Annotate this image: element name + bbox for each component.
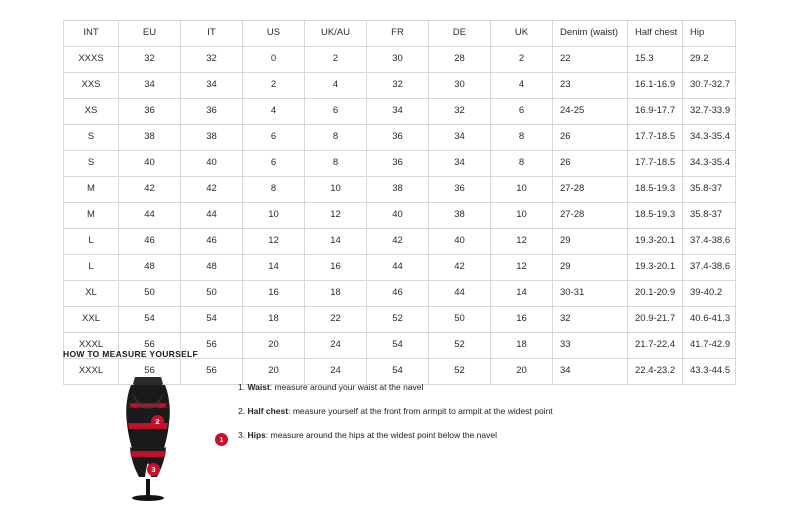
cell-it: 48 — [181, 255, 243, 281]
cell-eu: 34 — [119, 73, 181, 99]
table-header — [64, 21, 736, 47]
marker-1-waist: 1 — [215, 433, 228, 446]
cell-half-chest: 17.7-18.5 — [628, 125, 683, 151]
cell-int: L — [64, 255, 119, 281]
cell-int: XXL — [64, 307, 119, 333]
step-number-3: 3. — [238, 430, 246, 441]
cell-int: XS — [64, 99, 119, 125]
cell-us: 8 — [243, 177, 305, 203]
table-row — [64, 229, 736, 255]
cell-half-chest: 19.3-20.1 — [628, 229, 683, 255]
table-body — [64, 47, 736, 385]
cell-uk-au: 10 — [305, 177, 367, 203]
cell-de: 52 — [429, 359, 491, 385]
cell-half-chest: 20.9-21.7 — [628, 307, 683, 333]
cell-half-chest: 17.7-18.5 — [628, 151, 683, 177]
cell-eu: 44 — [119, 203, 181, 229]
cell-it: 56 — [181, 359, 243, 385]
cell-de: 44 — [429, 281, 491, 307]
cell-int: XXS — [64, 73, 119, 99]
cell-eu: 56 — [119, 333, 181, 359]
cell-it: 46 — [181, 229, 243, 255]
cell-hip: 37.4-38.6 — [683, 229, 736, 255]
table-row — [64, 73, 736, 99]
cell-int: XL — [64, 281, 119, 307]
table-row — [64, 281, 736, 307]
cell-fr: 34 — [367, 99, 429, 125]
cell-it: 42 — [181, 177, 243, 203]
cell-hip: 30.7-32.7 — [683, 73, 736, 99]
column-header-fr: FR — [367, 21, 429, 47]
cell-fr: 36 — [367, 125, 429, 151]
cell-eu: 32 — [119, 47, 181, 73]
step-text-half-chest: : measure yourself at the front from armpit to armpit at the widest point — [288, 406, 553, 417]
cell-de: 40 — [429, 229, 491, 255]
cell-uk: 8 — [491, 125, 553, 151]
cell-eu: 46 — [119, 229, 181, 255]
cell-int: XXXL — [64, 333, 119, 359]
cell-us: 16 — [243, 281, 305, 307]
cell-it: 40 — [181, 151, 243, 177]
step-text-waist: : measure around your waist at the navel — [269, 382, 424, 392]
column-header-half-chest: Half chest — [628, 21, 683, 47]
cell-denim-waist: 32 — [553, 307, 628, 333]
cell-uk: 16 — [491, 307, 553, 333]
cell-us: 20 — [243, 359, 305, 385]
cell-denim-waist: 24-25 — [553, 99, 628, 125]
cell-int: M — [64, 203, 119, 229]
cell-half-chest: 16.1-16.9 — [628, 73, 683, 99]
cell-denim-waist: 29 — [553, 229, 628, 255]
measurement-step-waist — [238, 382, 735, 392]
table-row — [64, 99, 736, 125]
cell-half-chest: 18.5-19.3 — [628, 177, 683, 203]
step-number-2: 2. — [238, 406, 246, 417]
cell-eu: 38 — [119, 125, 181, 151]
column-header-it: IT — [181, 21, 243, 47]
column-header-eu: EU — [119, 21, 181, 47]
cell-fr: 30 — [367, 47, 429, 73]
cell-hip: 35.8-37 — [683, 177, 736, 203]
cell-fr: 54 — [367, 359, 429, 385]
marker-2-half-chest: 2 — [151, 415, 164, 428]
cell-fr: 42 — [367, 229, 429, 255]
cell-denim-waist: 33 — [553, 333, 628, 359]
cell-it: 50 — [181, 281, 243, 307]
column-header-denim-waist: Denim (waist) — [553, 21, 628, 47]
cell-half-chest: 21.7-22.4 — [628, 333, 683, 359]
cell-uk: 10 — [491, 177, 553, 203]
cell-uk-au: 8 — [305, 125, 367, 151]
cell-it: 38 — [181, 125, 243, 151]
cell-half-chest: 22.4-23.2 — [628, 359, 683, 385]
cell-fr: 52 — [367, 307, 429, 333]
cell-it: 32 — [181, 47, 243, 73]
cell-fr: 38 — [367, 177, 429, 203]
cell-fr: 40 — [367, 203, 429, 229]
cell-uk: 18 — [491, 333, 553, 359]
cell-eu: 36 — [119, 99, 181, 125]
cell-denim-waist: 30-31 — [553, 281, 628, 307]
cell-hip: 37.4-38.6 — [683, 255, 736, 281]
cell-us: 2 — [243, 73, 305, 99]
cell-uk-au: 24 — [305, 333, 367, 359]
cell-uk-au: 16 — [305, 255, 367, 281]
cell-de: 50 — [429, 307, 491, 333]
table-row — [64, 255, 736, 281]
cell-half-chest: 16.9-17.7 — [628, 99, 683, 125]
cell-hip: 41.7-42.9 — [683, 333, 736, 359]
cell-eu: 42 — [119, 177, 181, 203]
cell-hip: 29.2 — [683, 47, 736, 73]
how-to-measure-body — [63, 369, 735, 504]
column-header-de: DE — [429, 21, 491, 47]
table-row — [64, 177, 736, 203]
table-row — [64, 307, 736, 333]
cell-uk: 6 — [491, 99, 553, 125]
cell-uk-au: 2 — [305, 47, 367, 73]
cell-hip: 40.6-41.3 — [683, 307, 736, 333]
cell-hip: 39-40.2 — [683, 281, 736, 307]
cell-half-chest: 18.5-19.3 — [628, 203, 683, 229]
cell-us: 6 — [243, 151, 305, 177]
cell-int: XXXS — [64, 47, 119, 73]
cell-uk: 10 — [491, 203, 553, 229]
table-row — [64, 125, 736, 151]
cell-it: 34 — [181, 73, 243, 99]
cell-us: 6 — [243, 125, 305, 151]
cell-uk-au: 14 — [305, 229, 367, 255]
cell-uk-au: 12 — [305, 203, 367, 229]
how-to-measure-title: HOW TO MEASURE YOURSELF — [63, 349, 199, 359]
cell-half-chest: 15.3 — [628, 47, 683, 73]
cell-de: 28 — [429, 47, 491, 73]
step-term-half-chest: Half chest — [247, 406, 289, 417]
cell-eu: 40 — [119, 151, 181, 177]
cell-denim-waist: 29 — [553, 255, 628, 281]
cell-int: XXXL — [64, 359, 119, 385]
cell-uk-au: 4 — [305, 73, 367, 99]
cell-us: 0 — [243, 47, 305, 73]
cell-fr: 32 — [367, 73, 429, 99]
measurement-step-half-chest — [238, 406, 735, 416]
step-number-1: 1. — [238, 382, 246, 392]
cell-hip: 32.7-33.9 — [683, 99, 736, 125]
step-text-hips: : measure around the hips at the widest point below the navel — [265, 430, 497, 441]
cell-hip: 34.3-35.4 — [683, 125, 736, 151]
cell-uk: 12 — [491, 255, 553, 281]
cell-uk-au: 24 — [305, 359, 367, 385]
mannequin-illustration — [105, 371, 191, 501]
measurement-figure — [63, 369, 238, 504]
cell-uk-au: 18 — [305, 281, 367, 307]
how-to-measure-section — [63, 349, 735, 504]
cell-eu: 48 — [119, 255, 181, 281]
column-header-uk-au: UK/AU — [305, 21, 367, 47]
size-table-container — [63, 20, 735, 385]
table-row — [64, 203, 736, 229]
column-header-int: INT — [64, 21, 119, 47]
cell-uk: 12 — [491, 229, 553, 255]
cell-fr: 44 — [367, 255, 429, 281]
size-conversion-table — [63, 20, 736, 385]
cell-it: 54 — [181, 307, 243, 333]
cell-denim-waist: 26 — [553, 151, 628, 177]
cell-uk: 14 — [491, 281, 553, 307]
cell-denim-waist: 27-28 — [553, 177, 628, 203]
cell-denim-waist: 34 — [553, 359, 628, 385]
cell-de: 34 — [429, 125, 491, 151]
cell-de: 30 — [429, 73, 491, 99]
cell-eu: 50 — [119, 281, 181, 307]
cell-hip: 34.3-35.4 — [683, 151, 736, 177]
cell-us: 12 — [243, 229, 305, 255]
cell-denim-waist: 26 — [553, 125, 628, 151]
cell-denim-waist: 23 — [553, 73, 628, 99]
table-row — [64, 47, 736, 73]
cell-uk: 2 — [491, 47, 553, 73]
cell-hip: 35.8-37 — [683, 203, 736, 229]
cell-us: 18 — [243, 307, 305, 333]
cell-hip: 43.3-44.5 — [683, 359, 736, 385]
cell-us: 20 — [243, 333, 305, 359]
step-term-hips: Hips — [247, 430, 266, 441]
cell-fr: 54 — [367, 333, 429, 359]
cell-uk: 8 — [491, 151, 553, 177]
cell-half-chest: 19.3-20.1 — [628, 255, 683, 281]
cell-de: 32 — [429, 99, 491, 125]
cell-int: L — [64, 229, 119, 255]
cell-fr: 36 — [367, 151, 429, 177]
cell-us: 4 — [243, 99, 305, 125]
column-header-uk: UK — [491, 21, 553, 47]
cell-de: 34 — [429, 151, 491, 177]
cell-de: 42 — [429, 255, 491, 281]
cell-us: 10 — [243, 203, 305, 229]
cell-denim-waist: 22 — [553, 47, 628, 73]
cell-it: 36 — [181, 99, 243, 125]
cell-int: S — [64, 125, 119, 151]
cell-uk: 20 — [491, 359, 553, 385]
column-header-us: US — [243, 21, 305, 47]
cell-uk: 4 — [491, 73, 553, 99]
cell-it: 44 — [181, 203, 243, 229]
marker-3-hips: 3 — [147, 463, 160, 476]
cell-eu: 56 — [119, 359, 181, 385]
cell-de: 38 — [429, 203, 491, 229]
cell-de: 36 — [429, 177, 491, 203]
cell-int: S — [64, 151, 119, 177]
cell-fr: 46 — [367, 281, 429, 307]
cell-uk-au: 8 — [305, 151, 367, 177]
cell-us: 14 — [243, 255, 305, 281]
cell-de: 52 — [429, 333, 491, 359]
cell-uk-au: 6 — [305, 99, 367, 125]
cell-denim-waist: 27-28 — [553, 203, 628, 229]
measurement-steps — [238, 369, 735, 455]
table-header-row — [64, 21, 736, 47]
cell-eu: 54 — [119, 307, 181, 333]
measurement-step-hips — [238, 430, 735, 440]
cell-uk-au: 22 — [305, 307, 367, 333]
column-header-hip: Hip — [683, 21, 736, 47]
step-term-waist: Waist — [247, 382, 270, 392]
cell-int: M — [64, 177, 119, 203]
cell-half-chest: 20.1-20.9 — [628, 281, 683, 307]
table-row — [64, 151, 736, 177]
cell-it: 56 — [181, 333, 243, 359]
